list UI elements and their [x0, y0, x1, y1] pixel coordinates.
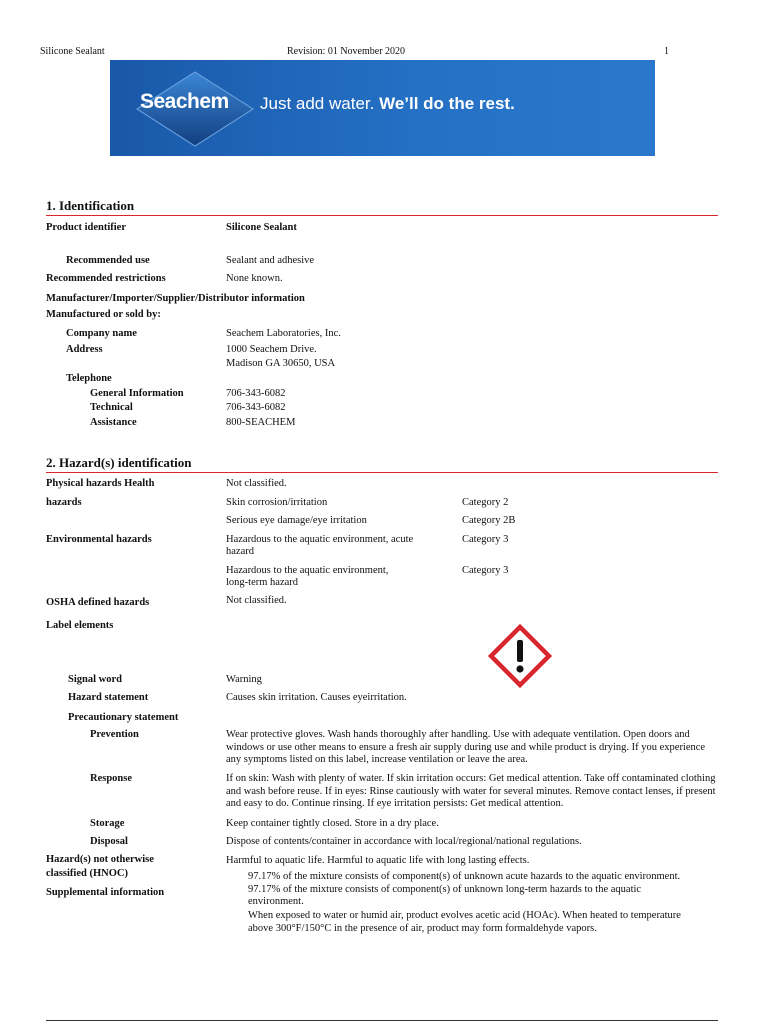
prevention-text: Wear protective gloves. Wash hands thoroughly after handling. Use with adequate ventilation. Open doors and windows or use other means to ensure a fresh air supply during use and while product is drying. If you experience any symptoms listed on this label, increase ventilation or leave the area. [226, 729, 706, 765]
address-label: Address [66, 344, 103, 355]
company-name-label: Company name [66, 328, 137, 339]
response-text: If on skin: Wash with plenty of water. If skin irritation occurs: Get medical attention. Take off contaminated clothing and wash before reuse. If in eyes: Rinse cautiously with water for several minutes. Remove contact lenses, if present and easy to do. Continue rinsing. If eye irritation persists: Get medical attention. [226, 773, 716, 809]
storage-text: Keep container tightly closed. Store in a dry place. [226, 818, 439, 829]
env-hazard-1-category: Category 3 [462, 534, 509, 545]
product-identifier-value: Silicone Sealant [226, 222, 297, 233]
supplemental-information-label: Supplemental information [46, 887, 165, 898]
osha-hazards-value: Not classified. [226, 595, 287, 606]
hnoc-text: Harmful to aquatic life. Harmful to aquatic life with long lasting effects. [226, 855, 530, 866]
env-hazard-2-line-1: Hazardous to the aquatic environment, [226, 565, 389, 576]
product-identifier-label: Product identifier [46, 222, 127, 233]
hnoc-label-line-2: classified (HNOC) [46, 868, 128, 879]
banner-tagline [260, 94, 515, 114]
hazard-statement-label: Hazard statement [68, 692, 149, 703]
recommended-use-value: Sealant and adhesive [226, 255, 315, 266]
header-page-number: 1 [664, 46, 669, 57]
general-information-label: General Information [90, 388, 184, 399]
precautionary-statement-label: Precautionary statement [68, 712, 179, 723]
recommended-restrictions-value: None known. [226, 273, 283, 284]
env-hazard-2-line-2: long-term hazard [226, 577, 299, 588]
health-hazard-2: Serious eye damage/eye irritation [226, 515, 367, 526]
technical-label: Technical [90, 402, 133, 413]
disposal-text: Dispose of contents/container in accordance with local/regional/national regulations. [226, 836, 582, 847]
section-1-title: 1. Identification [46, 198, 135, 213]
general-information-value: 706-343-6082 [226, 388, 286, 399]
assistance-value: 800-SEACHEM [226, 417, 296, 428]
physical-hazards-label: Physical hazards Health [46, 478, 155, 489]
header-product: Silicone Sealant [40, 46, 105, 57]
health-hazard-1: Skin corrosion/irritation [226, 497, 328, 508]
health-hazard-1-category: Category 2 [462, 497, 509, 508]
env-hazard-1-line-1: Hazardous to the aquatic environment, acute [226, 534, 414, 545]
manufactured-by-label: Manufactured or sold by: [46, 309, 161, 320]
header-revision: Revision: 01 November 2020 [287, 46, 406, 57]
section-1-rule [46, 215, 718, 216]
seachem-logo-text: Seachem [140, 90, 229, 113]
tagline-bold: We’ll do the rest. [379, 94, 515, 113]
exclamation-mark-pictogram-icon [488, 624, 552, 688]
technical-value: 706-343-6082 [226, 402, 286, 413]
recommended-use-label: Recommended use [66, 255, 150, 266]
address-line-1: 1000 Seachem Drive. [226, 344, 317, 355]
env-hazard-1-line-2: hazard [226, 546, 254, 557]
telephone-label: Telephone [66, 373, 112, 384]
assistance-label: Assistance [90, 417, 137, 428]
manufacturer-info-label: Manufacturer/Importer/Supplier/Distributor information [46, 293, 305, 304]
supplemental-text-2: When exposed to water or humid air, product evolves acetic acid (HOAc). When heated to temperature above 300°F/150°C in the presence of air, product may form formaldehyde vapors. [248, 910, 681, 934]
supplemental-text-1: 97.17% of the mixture consists of component(s) of unknown acute hazards to the aquatic environment. 97.17% of the mixture consists of component(s) of unknown long-term hazards to the aquatic environment. [248, 871, 681, 907]
hnoc-label-line-1: Hazard(s) not otherwise [46, 854, 154, 865]
health-hazards-label: hazards [46, 497, 82, 508]
response-label: Response [90, 773, 133, 784]
signal-word-label: Signal word [68, 674, 122, 685]
label-elements-label: Label elements [46, 620, 114, 631]
address-line-2: Madison GA 30650, USA [226, 358, 336, 369]
environmental-hazards-label: Environmental hazards [46, 534, 152, 545]
tagline-light: Just add water. [260, 94, 375, 113]
health-hazard-2-category: Category 2B [462, 515, 516, 526]
section-2-rule [46, 472, 718, 473]
env-hazard-2-category: Category 3 [462, 565, 509, 576]
signal-word-value: Warning [226, 674, 262, 685]
prevention-label: Prevention [90, 729, 139, 740]
company-name-value: Seachem Laboratories, Inc. [226, 328, 341, 339]
physical-hazards-value: Not classified. [226, 478, 287, 489]
recommended-restrictions-label: Recommended restrictions [46, 273, 166, 284]
disposal-label: Disposal [90, 836, 128, 847]
section-2-title: 2. Hazard(s) identification [46, 455, 192, 470]
footer-rule [46, 1020, 718, 1021]
osha-hazards-label: OSHA defined hazards [46, 597, 150, 608]
hazard-statement-value: Causes skin irritation. Causes eyeirritation. [226, 692, 407, 703]
storage-label: Storage [90, 818, 125, 829]
seachem-banner [110, 60, 655, 156]
